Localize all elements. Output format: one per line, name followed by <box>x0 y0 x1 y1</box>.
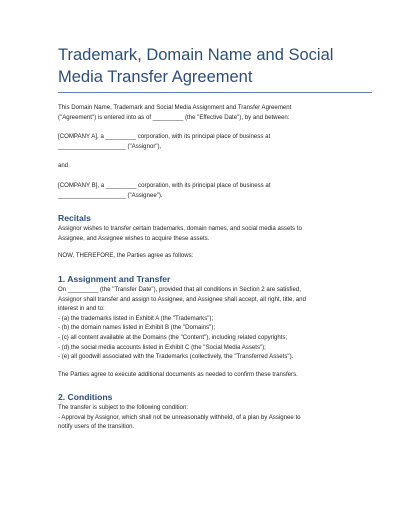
transferred-assets-list <box>58 314 372 362</box>
section-1-line-1: On _________ (the "Transfer Date"), provided that all conditions in Section 2 are satisfied, <box>58 285 301 293</box>
party-a-line-2: ____________________ ("Assignor"), <box>58 142 162 150</box>
section-1-closing: The Parties agree to execute additional documents as needed to confirm these transfers. <box>58 370 298 378</box>
title-divider <box>58 92 372 93</box>
list-item: - (e) all goodwill associated with the Trademarks (collectively, the "Transferred Assets"). <box>58 353 294 361</box>
and-text: and <box>58 162 69 170</box>
section-2-heading: 2. Conditions <box>58 392 113 403</box>
recitals-line-1: Assignor wishes to transfer certain trademarks, domain names, and social media assets to <box>58 225 302 233</box>
party-a-line-1: [COMPANY A], a _________ corporation, with its principal place of business at <box>58 133 271 141</box>
section-2-line-2: - Approval by Assignor, which shall not be unreasonably withheld, of a plan by Assignee to <box>58 413 301 421</box>
list-item: - (b) the domain names listed in Exhibit B (the "Domains"); <box>58 324 216 332</box>
intro-line-1: This Domain Name, Trademark and Social Media Assignment and Transfer Agreement <box>58 104 292 111</box>
title-line-1: Trademark, Domain Name and Social <box>58 46 334 64</box>
list-item: - (a) the trademarks listed in Exhibit A (the "Trademarks"); <box>58 314 214 322</box>
title-line-2: Media Transfer Agreement <box>58 68 253 86</box>
list-item: - (c) all content available at the Domains (the "Content"), including related copyrights; <box>58 333 288 341</box>
section-1-heading: 1. Assignment and Transfer <box>58 273 171 284</box>
list-item: - (d) the social media accounts listed in Exhibit C (the "Social Media Assets"); <box>58 343 266 351</box>
party-b-line-1: [COMPANY B], a _________ corporation, with its principal place of business at <box>58 181 271 189</box>
now-therefore-text: NOW, THEREFORE, the Parties agree as follows: <box>58 252 194 260</box>
intro-line-2: ("Agreement") is entered into as of _________ (the "Effective Date"), by and between: <box>58 113 290 121</box>
section-1-line-3: interest in and to: <box>58 305 105 313</box>
recitals-line-2: Assignee, and Assignee wishes to acquire these assets. <box>58 234 210 242</box>
party-b-line-2: ____________________ ("Assignee"). <box>58 191 163 199</box>
section-2-line-3: notify users of the transition. <box>58 423 135 431</box>
recitals-heading: Recitals <box>58 213 91 224</box>
section-2-line-1: The transfer is subject to the following condition: <box>58 404 189 412</box>
document-title <box>58 44 372 88</box>
section-1-line-2: Assignor shall transfer and assign to Assignee, and Assignee shall accept, all right, title, and <box>58 295 306 303</box>
